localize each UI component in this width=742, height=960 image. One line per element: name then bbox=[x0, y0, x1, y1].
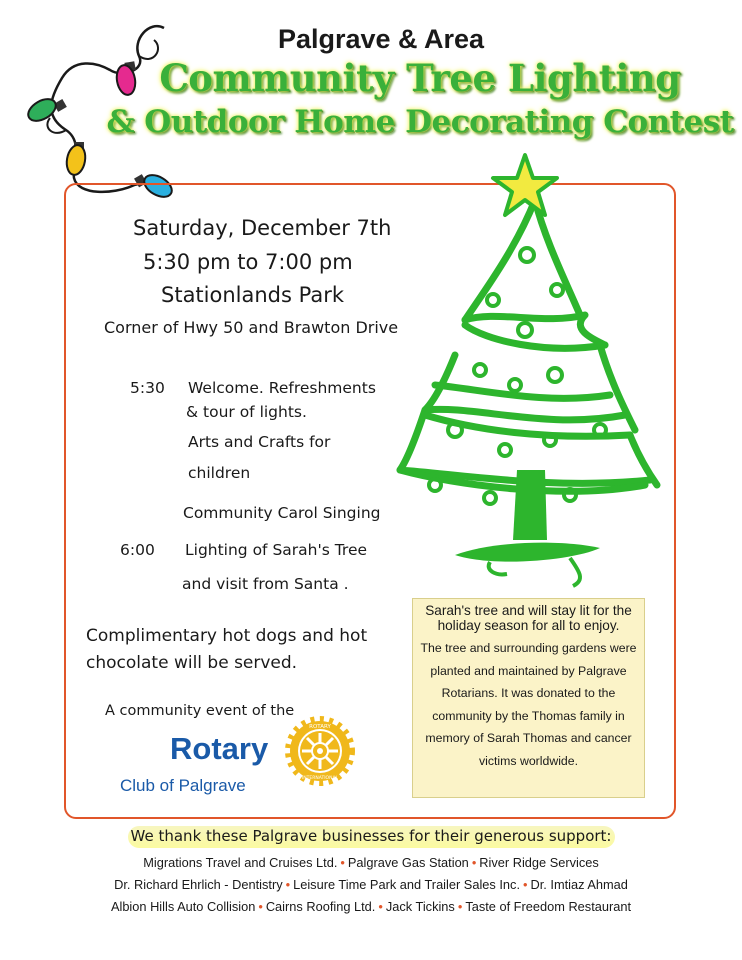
sponsor-intro: A community event of the bbox=[105, 703, 295, 719]
separator-bullet: • bbox=[471, 855, 477, 870]
sponsor-albion-hills: Albion Hills Auto Collision bbox=[110, 899, 256, 914]
info-box-lead: Sarah's tree and will stay lit for the holiday season for all to enjoy. bbox=[425, 603, 632, 633]
separator-bullet: • bbox=[457, 899, 463, 914]
sponsor-migrations-travel: Migrations Travel and Cruises Ltd. bbox=[143, 855, 338, 870]
schedule-welcome: Welcome. Refreshments bbox=[188, 379, 376, 397]
yellow-bulb-icon bbox=[65, 142, 88, 176]
sponsor-row-3 bbox=[0, 899, 742, 914]
schedule-time-530: 5:30 bbox=[130, 379, 165, 397]
header-subtitle: Palgrave & Area bbox=[277, 24, 485, 54]
event-venue: Stationlands Park bbox=[161, 283, 345, 307]
rotary-logo-text: Rotary bbox=[170, 731, 269, 766]
christmas-tree-illustration bbox=[395, 140, 665, 610]
food-line-2: chocolate will be served. bbox=[86, 653, 298, 673]
wheel-text-top: ROTARY bbox=[309, 724, 331, 730]
sponsor-dr-ehrlich: Dr. Richard Ehrlich - Dentistry bbox=[114, 877, 283, 892]
headline-decorating-contest: & Outdoor Home Decorating Contest bbox=[106, 104, 734, 140]
schedule-lighting: Lighting of Sarah's Tree bbox=[185, 541, 368, 559]
sponsor-cairns-roofing: Cairns Roofing Ltd. bbox=[265, 899, 376, 914]
sponsor-jack-tickins: Jack Tickins bbox=[385, 899, 455, 914]
sponsor-river-ridge: River Ridge Services bbox=[479, 855, 599, 870]
green-bulb-icon bbox=[25, 95, 67, 126]
sponsor-row-2 bbox=[0, 877, 742, 892]
event-time: 5:30 pm to 7:00 pm bbox=[143, 250, 353, 274]
sponsor-leisure-time: Leisure Time Park and Trailer Sales Inc. bbox=[293, 877, 520, 892]
event-date: Saturday, December 7th bbox=[133, 216, 392, 240]
schedule-time-600: 6:00 bbox=[120, 541, 155, 559]
food-line-1: Complimentary hot dogs and hot bbox=[86, 626, 368, 646]
tree-star-icon bbox=[493, 155, 557, 215]
thanks-heading: We thank these Palgrave businesses for their generous support: bbox=[130, 827, 612, 845]
schedule-tour: & tour of lights. bbox=[186, 403, 307, 421]
sponsor-dr-ahmad: Dr. Imtiaz Ahmad bbox=[530, 877, 628, 892]
rotary-wheel-icon bbox=[285, 716, 355, 786]
schedule-children: children bbox=[188, 464, 251, 482]
schedule-santa: and visit from Santa . bbox=[182, 575, 349, 593]
rotary-club-name: Club of Palgrave bbox=[120, 776, 246, 795]
event-address: Corner of Hwy 50 and Brawton Drive bbox=[104, 318, 399, 337]
separator-bullet: • bbox=[340, 855, 345, 870]
sponsor-row-1 bbox=[0, 855, 742, 870]
info-box-body: The tree and surrounding gardens were planted and maintained by Palgrave Rotarians. It was donated to the community by the Thomas family in memory of Sarah Thomas and cancer victims worldwide. bbox=[420, 641, 637, 768]
headline-tree-lighting: Community Tree Lighting bbox=[159, 56, 681, 100]
schedule-arts: Arts and Crafts for bbox=[188, 433, 331, 451]
wheel-text-bottom: INTERNATIONAL bbox=[301, 776, 339, 781]
separator-bullet: • bbox=[378, 899, 383, 914]
schedule-carol: Community Carol Singing bbox=[183, 504, 381, 522]
sponsor-palgrave-gas: Palgrave Gas Station bbox=[347, 855, 469, 870]
separator-bullet: • bbox=[285, 877, 291, 892]
separator-bullet: • bbox=[258, 899, 263, 914]
separator-bullet: • bbox=[523, 877, 528, 892]
sarahs-tree-info-box bbox=[412, 598, 645, 798]
sponsor-taste-of-freedom: Taste of Freedom Restaurant bbox=[465, 899, 632, 914]
